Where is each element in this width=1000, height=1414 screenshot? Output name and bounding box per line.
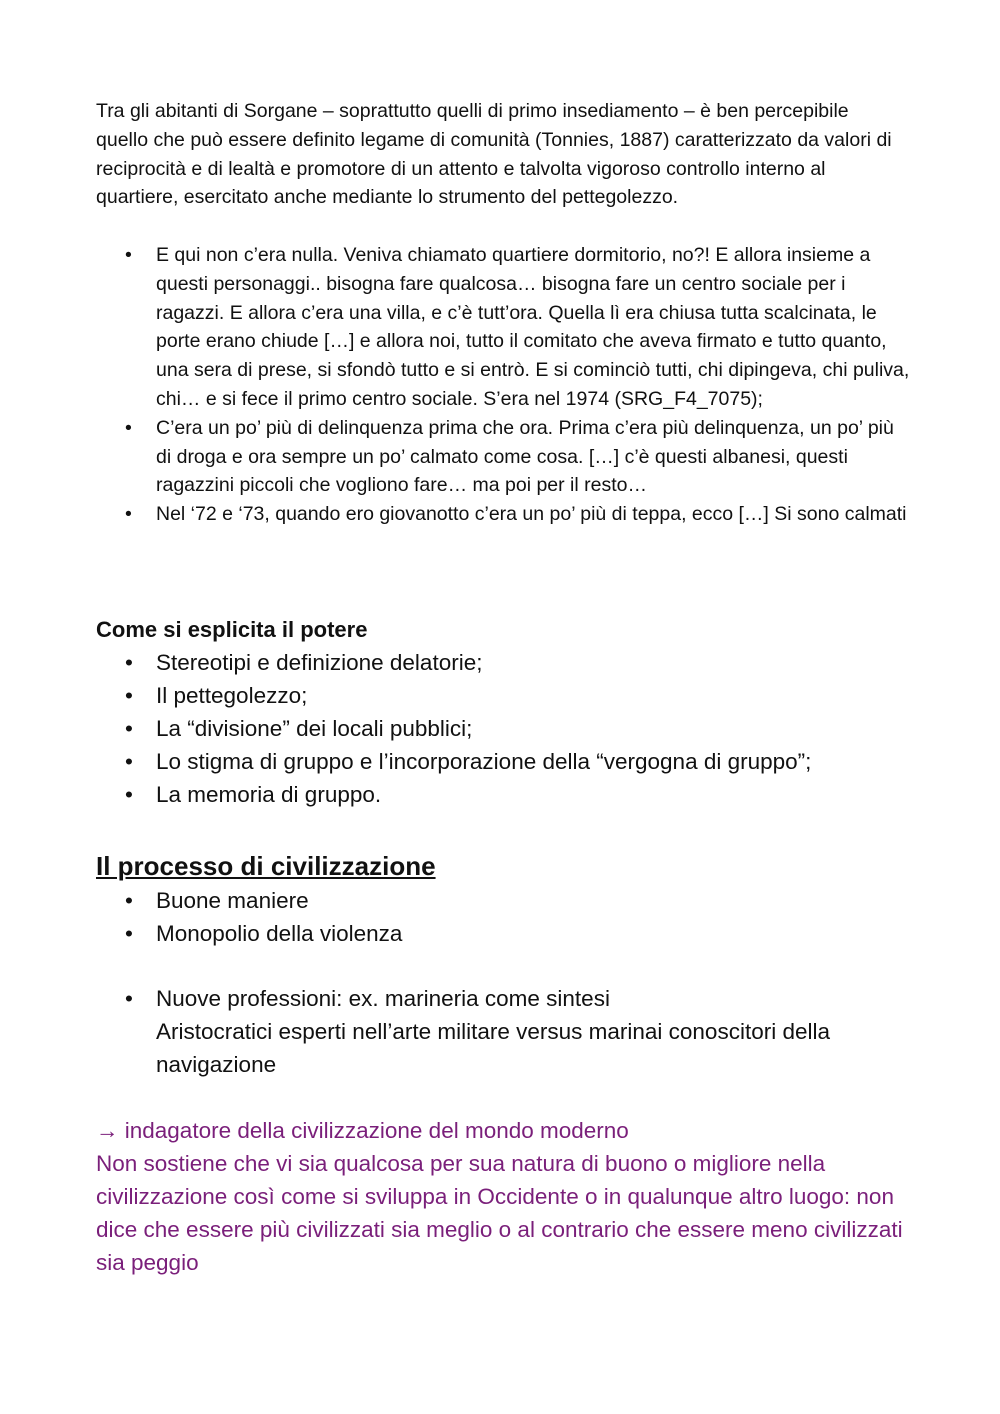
list-item: • Stereotipi e definizione delatorie;: [96, 646, 911, 679]
list-item: • Monopolio della violenza: [96, 917, 911, 950]
list-item: • Nel ‘72 e ‘73, quando ero giovanotto c’era un po’ più di teppa, ecco […] Si sono calmati: [96, 500, 911, 529]
interview-quotes-list: [96, 241, 911, 529]
list-item: • C’era un po’ più di delinquenza prima che ora. Prima c’era più delinquenza, un po’ più di droga e ora sempre un po’ calmato come cosa. […] c’è questi albanesi, questi ragazzini piccoli che vogliono fare… ma poi per il resto…: [96, 414, 911, 500]
section-heading-potere: Come si esplicita il potere: [96, 617, 368, 642]
intro-paragraph: Tra gli abitanti di Sorgane – soprattutto quelli di primo insediamento – è ben percepibile quello che può essere definito legame di comunità (Tonnies, 1887) caratterizzato da valori di reciprocità e di lealtà e promotore di un attento e talvolta vigoroso controllo interno al quartiere, esercitato anche mediante lo strumento del pettegolezzo.: [96, 100, 892, 209]
list-item: • E qui non c’era nulla. Veniva chiamato quartiere dormitorio, no?! E allora insieme a questi personaggi.. bisogna fare qualcosa… bisogna fare un centro sociale per i ragazzi. E allora c’era una villa, e c’è tutt’ora. Quella lì era chiusa tutta scalcinata, le porte erano chiude […] e allora noi, tutto il comitato che aveva firmato e tutto quanto, una sera di prese, si sfondò tutto e si entrò. E si cominciò tutti, chi dipingeva, chi puliva, chi… e si fece il primo centro sociale. S’era nel 1974 (SRG_F4_7075);: [96, 241, 911, 414]
list-item: • Lo stigma di gruppo e l’incorporazione della “vergogna di gruppo”;: [96, 745, 911, 778]
list-item: • La memoria di gruppo.: [96, 778, 911, 811]
section-heading-civilizzazione: Il processo di civilizzazione: [96, 851, 436, 881]
professioni-continuation: Aristocratici esperti nell’arte militare versus marinai conoscitori della navigazione: [156, 1019, 830, 1077]
professioni-item-label: Nuove professioni: ex. marineria come sintesi: [156, 986, 610, 1011]
list-item: [96, 982, 911, 1081]
potere-list: [96, 646, 911, 811]
list-item: • Il pettegolezzo;: [96, 679, 911, 712]
list-item: • Buone maniere: [96, 884, 911, 917]
list-item: • La “divisione” dei locali pubblici;: [96, 712, 911, 745]
civilizzazione-list: [96, 884, 911, 950]
note-body: Non sostiene che vi sia qualcosa per sua natura di buono o migliore nella civilizzazione così come si sviluppa in Occidente o in qualunque altro luogo: non dice che essere più civilizzati sia meglio o al contrario che essere meno civilizzati sia peggio: [96, 1151, 903, 1275]
note-arrow-line: → indagatore della civilizzazione del mondo moderno: [96, 1118, 629, 1143]
professioni-list: [96, 982, 911, 1081]
purple-note: [96, 1114, 916, 1279]
